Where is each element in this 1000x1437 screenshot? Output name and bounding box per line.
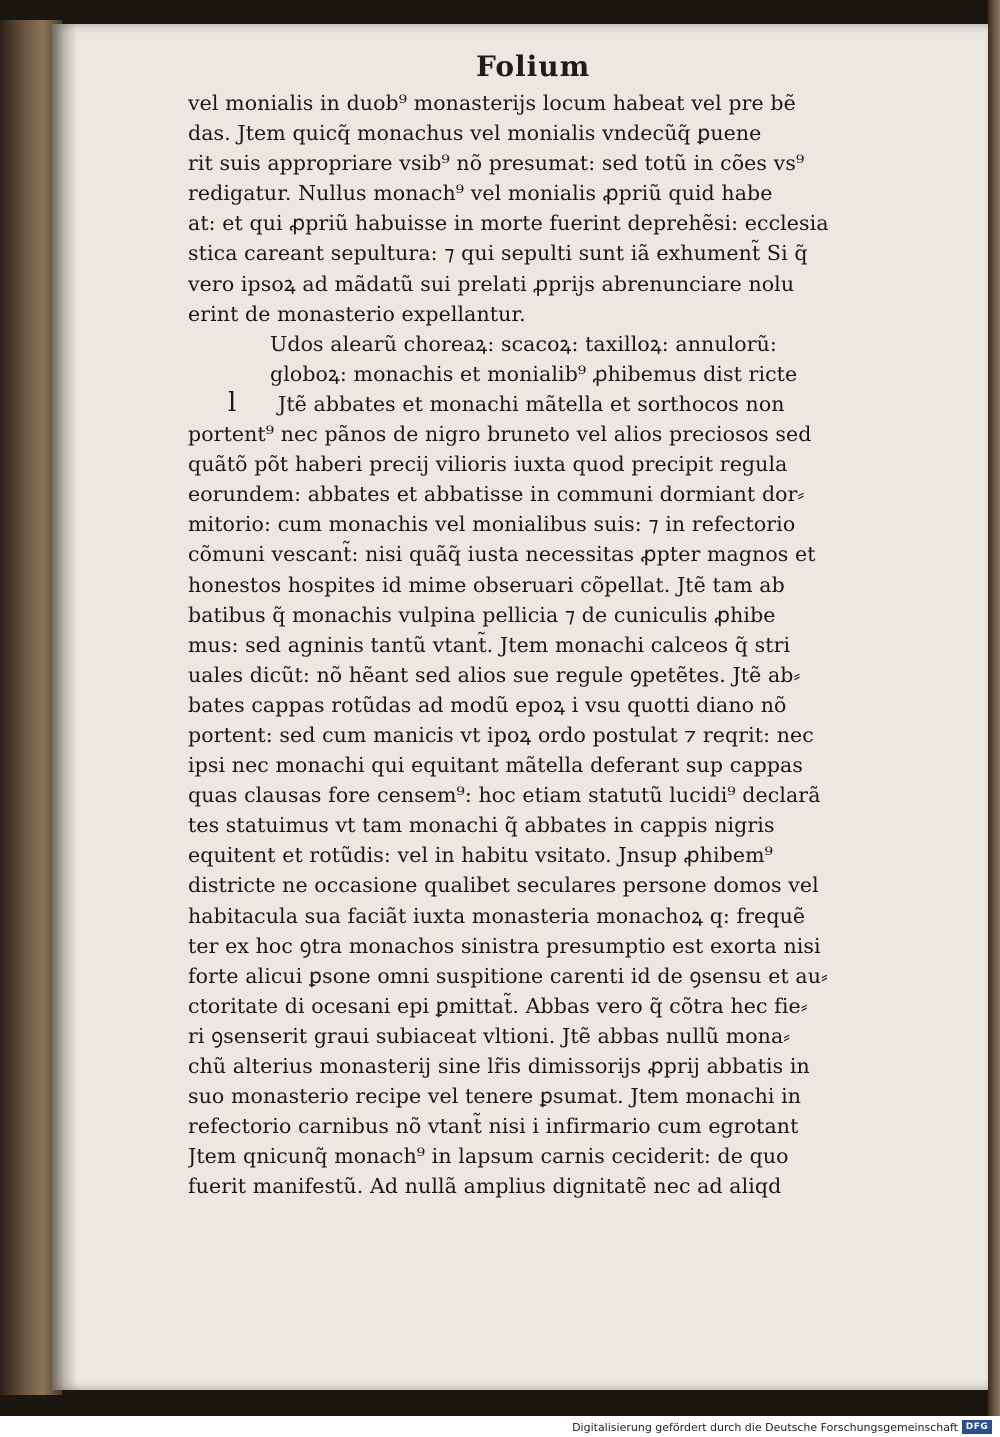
text-line: Udos alearũ choreaꝝ: scacoꝝ: taxilloꝝ: annulorũ: — [270, 331, 777, 356]
text-line: stica careant sepultura: ⁊ qui sepulti sunt iã exhument̃ Si q̃ — [188, 241, 808, 266]
text-line: quãtõ põt haberi precij vilioris iuxta quod precipit regula — [188, 452, 788, 477]
text-line: refectorio carnibus nõ vtant̃ nisi i infirmario cum egrotant — [188, 1114, 799, 1139]
text-line: das. Jtem quicq̃ monachus vel monialis vndecũq̃ ꝑuene — [188, 121, 762, 146]
text-line: quas clausas fore censem⁹: hoc etiam statutũ lucidi⁹ declarã — [188, 783, 821, 808]
text-line: tes statuimus vt tam monachi q̃ abbates in cappis nigris — [188, 813, 775, 838]
text-line: ter ex hoc ꝯtra monachos sinistra presumptio est exorta nisi — [188, 933, 821, 958]
text-line: Jtẽ abbates et monachi mãtella et sorthocos non — [278, 391, 785, 416]
text-line: vero ipsoꝝ ad mãdatũ sui prelati ꝓprijs abrenunciare nolu — [188, 271, 795, 296]
funding-credit: Digitalisierung gefördert durch die Deutsche Forschungsgemeinschaft — [572, 1421, 958, 1434]
text-line: portent⁹ nec pãnos de nigro bruneto vel alios preciosos sed — [188, 422, 812, 447]
book-fore-edge — [988, 0, 1000, 1416]
text-line: districte ne occasione qualibet seculares persone domos vel — [188, 873, 819, 898]
text-line: chũ alterius monasterij sine lr̃is dimissorijs ꝓprij abbatis in — [188, 1054, 810, 1078]
dfg-logo-icon: DFG — [962, 1420, 992, 1434]
text-line: uales dicũt: nõ hẽant sed alios sue regule ꝯpetẽtes. Jtẽ ab⸗ — [188, 662, 801, 687]
text-line: batibus q̃ monachis vulpina pellicia ⁊ de cuniculis ꝓhibe — [188, 602, 776, 627]
text-line: mus: sed agninis tantũ vtant̃. Jtem monachi calceos q̃ stri — [188, 632, 791, 657]
text-line: erint de monasterio expellantur. — [188, 301, 526, 326]
text-line: fuerit manifestũ. Ad nullã amplius dignitatẽ nec ad aliqd — [188, 1174, 782, 1199]
text-line: eorundem: abbates et abbatisse in communi dormiant dor⸗ — [188, 482, 805, 507]
text-line: suo monasterio recipe vel tenere ꝑsumat. Jtem monachi in — [188, 1084, 802, 1109]
initial-letter-guide: l — [228, 388, 237, 418]
text-line: bates cappas rotũdas ad modũ epoꝝ i vsu quotti diano nõ — [188, 692, 787, 717]
text-line: forte alicui ꝑsone omni suspitione carenti id de ꝯsensu et au⸗ — [188, 963, 828, 988]
text-line: mitorio: cum monachis vel monialibus suis: ⁊ in refectorio — [188, 512, 796, 537]
running-head: Folium — [476, 50, 591, 83]
text-line: ipsi nec monachi qui equitant mãtella deferant sup cappas — [188, 753, 803, 778]
text-line: at: et qui ꝓpriũ habuisse in morte fuerint deprehẽsi: ecclesia — [188, 211, 829, 236]
text-line: ri ꝯsenserit graui subiaceat vltioni. Jtẽ abbas nullũ mona⸗ — [188, 1023, 791, 1048]
text-line: vel monialis in duob⁹ monasterijs locum habeat vel pre bẽ — [188, 91, 796, 115]
text-line: rit suis appropriare vsib⁹ nõ presumat: sed totũ in cões vs⁹ — [188, 151, 805, 176]
text-line: habitacula sua faciãt iuxta monasteria monachoꝝ q: frequẽ — [188, 903, 806, 928]
gutter-shadow — [52, 24, 78, 1390]
text-line: honestos hospites id mime obseruari cõpellat. Jtẽ tam ab — [188, 572, 785, 597]
text-line: portent: sed cum manicis vt ipoꝝ ordo postulat ⁊ reqrit: nec — [188, 722, 814, 747]
text-line: cõmuni vescant̃: nisi quãq̃ iusta necessitas ꝓpter magnos et — [188, 542, 816, 567]
text-line: redigatur. Nullus monach⁹ vel monialis ꝓpriũ quid habe — [188, 181, 773, 206]
text-line: equitent et rotũdis: vel in habitu vsitato. Jnsup ꝓhibem⁹ — [188, 843, 773, 868]
text-line: Jtem qnicunq̃ monach⁹ in lapsum carnis ceciderit: de quo — [188, 1144, 789, 1169]
text-block — [188, 88, 888, 1201]
text-line: ctoritate di ocesani epi ꝑmittat̃. Abbas vero q̃ cõtra hec fie⸗ — [188, 993, 808, 1018]
text-line: globoꝝ: monachis et monialib⁹ ꝓhibemus dist ricte — [270, 361, 798, 386]
